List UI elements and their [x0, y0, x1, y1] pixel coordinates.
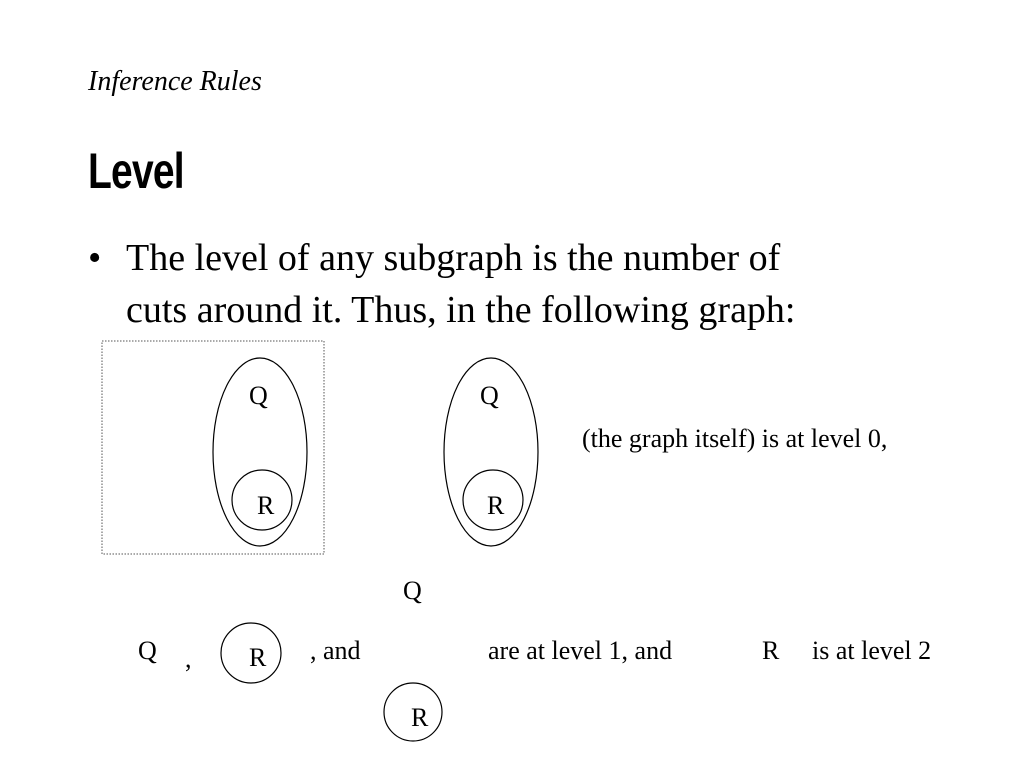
right-graph-r: R	[487, 491, 505, 520]
bottom-stacked-r: R	[411, 703, 429, 732]
left-graph-q: Q	[249, 381, 268, 410]
bottom-level-1-text: are at level 1, and	[488, 636, 673, 665]
slide-subtitle: Inference Rules	[88, 66, 262, 97]
bottom-level-2-text: is at level 2	[812, 636, 932, 665]
caption-level-0: (the graph itself) is at level 0,	[582, 424, 888, 453]
bottom-circled-r: R	[249, 643, 267, 672]
bullet-text-line-1: The level of any subgraph is the number of	[126, 237, 781, 279]
bullet-text-line-2: cuts around it. Thus, in the following graph:	[126, 289, 796, 331]
bottom-comma: ,	[185, 644, 192, 673]
bottom-r: R	[762, 636, 780, 665]
bottom-q: Q	[138, 636, 157, 665]
left-graph-r: R	[257, 491, 275, 520]
right-graph-q: Q	[480, 381, 499, 410]
bottom-stacked-q: Q	[403, 576, 422, 605]
bottom-and-text: , and	[310, 636, 361, 665]
bullet-marker: •	[88, 237, 102, 279]
slide-title: Level	[88, 143, 184, 199]
